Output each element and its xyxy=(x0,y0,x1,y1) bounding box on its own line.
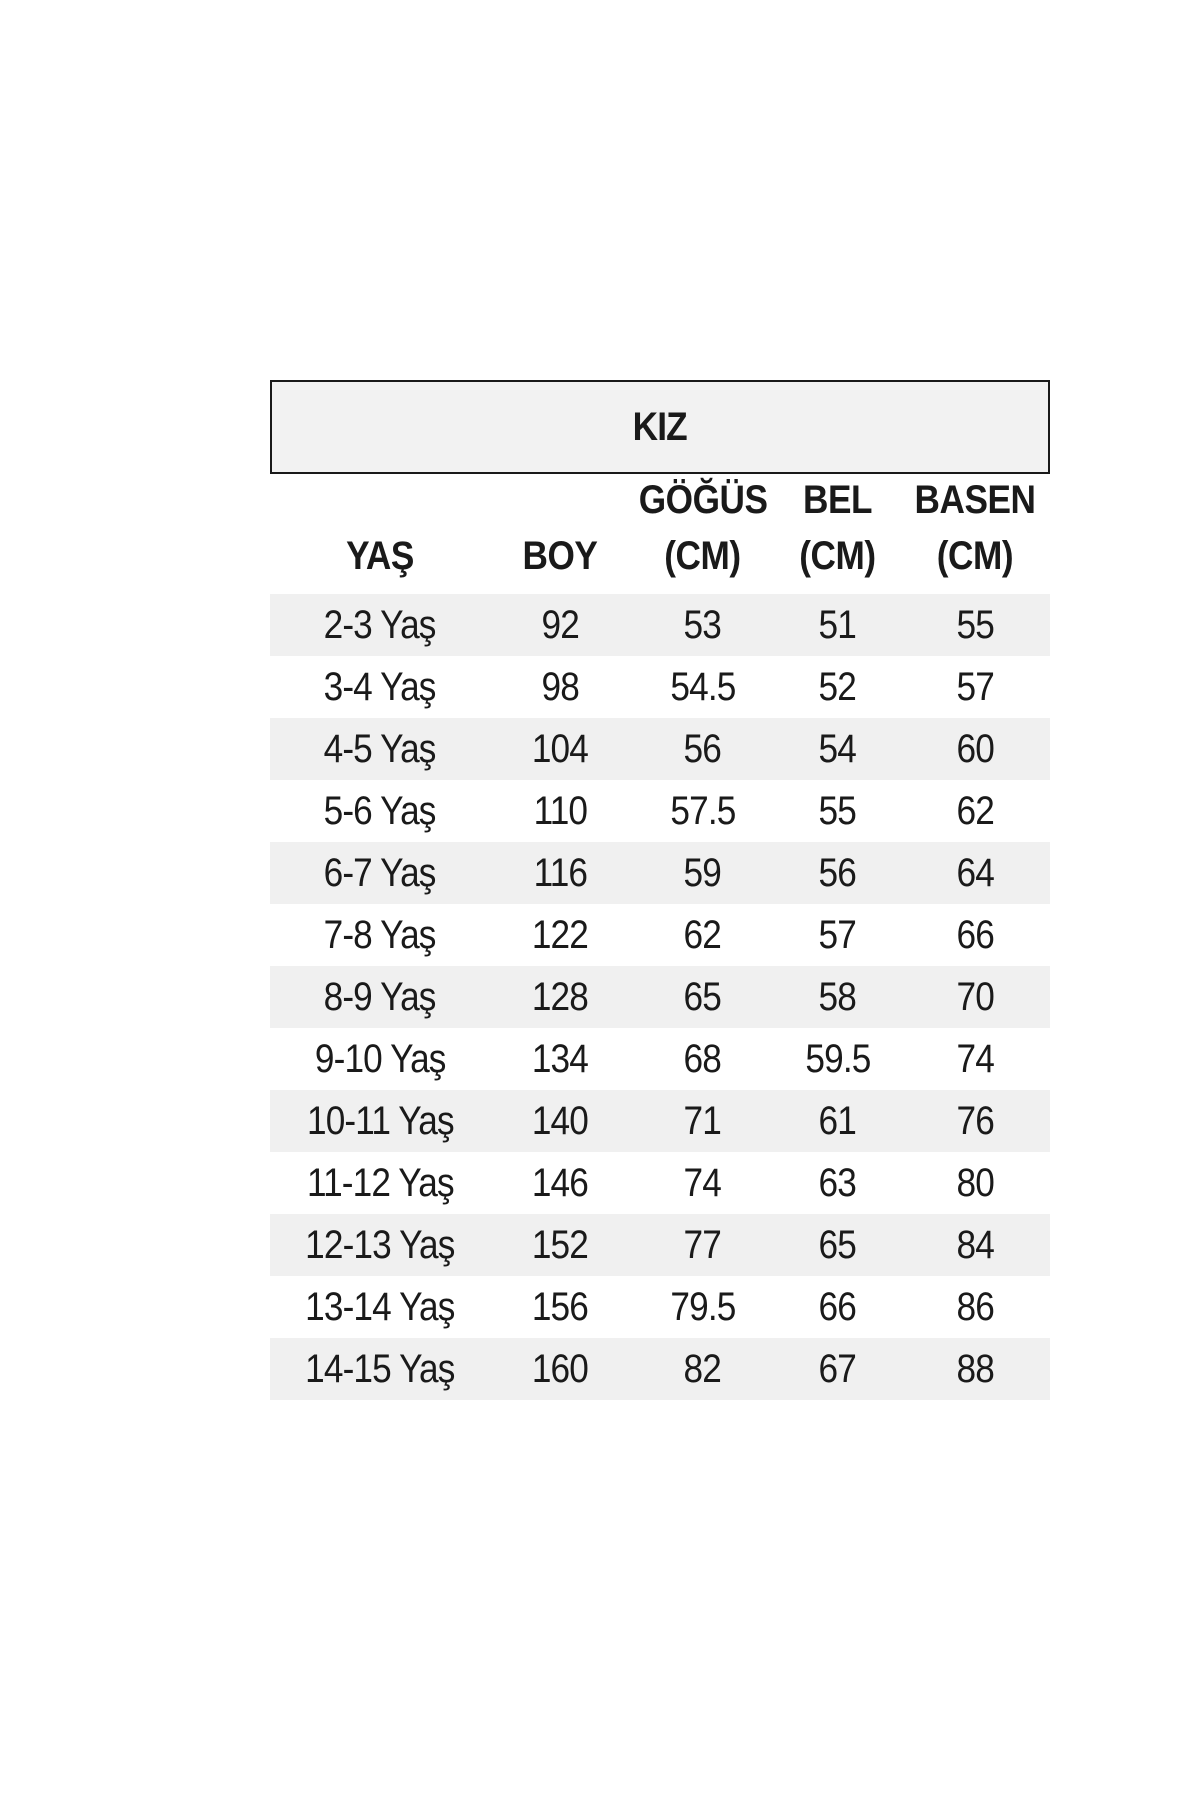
age-cell xyxy=(270,1223,490,1268)
waist-cell xyxy=(775,665,900,710)
table-row xyxy=(270,718,1050,780)
height-cell xyxy=(490,851,630,896)
chest-cell xyxy=(630,727,775,772)
waist-cell xyxy=(775,975,900,1020)
table-row xyxy=(270,1152,1050,1214)
header-waist xyxy=(775,472,900,584)
hip-cell xyxy=(900,851,1050,896)
hip-cell xyxy=(900,1223,1050,1268)
cell-value: 65 xyxy=(818,1222,857,1267)
cell-value: 62 xyxy=(956,788,994,833)
cell-value: 4-5 Yaş xyxy=(324,726,436,771)
height-cell xyxy=(490,1347,630,1392)
cell-value: 71 xyxy=(683,1098,722,1143)
cell-value: 52 xyxy=(818,664,857,709)
height-cell xyxy=(490,665,630,710)
cell-value: 79.5 xyxy=(669,1284,735,1329)
hip-cell xyxy=(900,603,1050,648)
chest-cell xyxy=(630,1099,775,1144)
cell-value: 66 xyxy=(956,912,994,957)
cell-value: 51 xyxy=(818,602,857,647)
table-row xyxy=(270,594,1050,656)
cell-value: 80 xyxy=(956,1160,994,1205)
cell-value: 14-15 Yaş xyxy=(305,1346,455,1391)
column-header-line: YAŞ xyxy=(346,534,414,578)
cell-value: 134 xyxy=(531,1036,589,1081)
cell-value: 68 xyxy=(683,1036,722,1081)
cell-value: 146 xyxy=(531,1160,589,1205)
cell-value: 116 xyxy=(533,850,587,895)
age-cell xyxy=(270,913,490,958)
cell-value: 8-9 Yaş xyxy=(324,974,436,1019)
cell-value: 55 xyxy=(818,788,857,833)
cell-value: 59.5 xyxy=(804,1036,870,1081)
cell-value: 12-13 Yaş xyxy=(305,1222,455,1267)
cell-value: 88 xyxy=(956,1346,994,1391)
cell-value: 128 xyxy=(531,974,589,1019)
age-cell xyxy=(270,1285,490,1330)
cell-value: 77 xyxy=(683,1222,722,1267)
cell-value: 54 xyxy=(818,726,857,771)
cell-value: 56 xyxy=(683,726,722,771)
age-cell xyxy=(270,665,490,710)
cell-value: 82 xyxy=(683,1346,722,1391)
cell-value: 10-11 Yaş xyxy=(306,1098,454,1143)
waist-cell xyxy=(775,851,900,896)
cell-value: 5-6 Yaş xyxy=(324,788,436,833)
waist-cell xyxy=(775,1161,900,1206)
cell-value: 65 xyxy=(683,974,722,1019)
table-row xyxy=(270,1276,1050,1338)
cell-value: 63 xyxy=(818,1160,857,1205)
column-header-line: (CM) xyxy=(664,534,741,578)
chest-cell xyxy=(630,851,775,896)
column-header-line: (CM) xyxy=(936,534,1014,578)
cell-value: 62 xyxy=(683,912,722,957)
age-cell xyxy=(270,1037,490,1082)
height-cell xyxy=(490,913,630,958)
size-chart xyxy=(270,380,1050,1400)
cell-value: 3-4 Yaş xyxy=(324,664,436,709)
chest-cell xyxy=(630,665,775,710)
hip-cell xyxy=(900,789,1050,834)
column-header-line: BEL xyxy=(802,478,873,522)
header-height xyxy=(490,528,630,584)
hip-cell xyxy=(900,975,1050,1020)
waist-cell xyxy=(775,1347,900,1392)
cell-value: 84 xyxy=(956,1222,994,1267)
table-row xyxy=(270,842,1050,904)
cell-value: 92 xyxy=(541,602,579,647)
waist-cell xyxy=(775,1037,900,1082)
table-row xyxy=(270,966,1050,1028)
waist-cell xyxy=(775,1099,900,1144)
table-row xyxy=(270,656,1050,718)
waist-cell xyxy=(775,913,900,958)
cell-value: 57.5 xyxy=(669,788,735,833)
age-cell xyxy=(270,851,490,896)
waist-cell xyxy=(775,603,900,648)
table-row xyxy=(270,1214,1050,1276)
chest-cell xyxy=(630,789,775,834)
chest-cell xyxy=(630,1037,775,1082)
cell-value: 57 xyxy=(956,664,994,709)
age-cell xyxy=(270,1161,490,1206)
cell-value: 59 xyxy=(683,850,722,895)
column-header-line: BOY xyxy=(522,534,598,578)
hip-cell xyxy=(900,1347,1050,1392)
cell-value: 67 xyxy=(818,1346,857,1391)
age-cell xyxy=(270,603,490,648)
cell-value: 55 xyxy=(956,602,994,647)
header-chest xyxy=(630,472,775,584)
column-header-line: (CM) xyxy=(799,534,876,578)
hip-cell xyxy=(900,1037,1050,1082)
cell-value: 140 xyxy=(531,1098,589,1143)
cell-value: 13-14 Yaş xyxy=(305,1284,455,1329)
cell-value: 61 xyxy=(818,1098,857,1143)
height-cell xyxy=(490,1285,630,1330)
column-header-line: BASEN xyxy=(914,478,1036,522)
waist-cell xyxy=(775,789,900,834)
cell-value: 74 xyxy=(956,1036,994,1081)
age-cell xyxy=(270,789,490,834)
chest-cell xyxy=(630,603,775,648)
hip-cell xyxy=(900,913,1050,958)
cell-value: 56 xyxy=(818,850,857,895)
chest-cell xyxy=(630,1285,775,1330)
cell-value: 64 xyxy=(956,850,994,895)
cell-value: 9-10 Yaş xyxy=(314,1036,446,1081)
cell-value: 6-7 Yaş xyxy=(324,850,436,895)
chest-cell xyxy=(630,1223,775,1268)
table-row xyxy=(270,780,1050,842)
height-cell xyxy=(490,1099,630,1144)
cell-value: 86 xyxy=(956,1284,994,1329)
cell-value: 53 xyxy=(683,602,722,647)
header-hip xyxy=(900,472,1050,584)
height-cell xyxy=(490,975,630,1020)
cell-value: 110 xyxy=(533,788,587,833)
cell-value: 66 xyxy=(818,1284,857,1329)
chest-cell xyxy=(630,1347,775,1392)
chest-cell xyxy=(630,913,775,958)
waist-cell xyxy=(775,1285,900,1330)
cell-value: 76 xyxy=(956,1098,994,1143)
table-row xyxy=(270,1028,1050,1090)
chest-cell xyxy=(630,975,775,1020)
cell-value: 11-12 Yaş xyxy=(306,1160,454,1205)
waist-cell xyxy=(775,1223,900,1268)
cell-value: 58 xyxy=(818,974,857,1019)
cell-value: 2-3 Yaş xyxy=(324,602,436,647)
cell-value: 74 xyxy=(683,1160,722,1205)
age-cell xyxy=(270,727,490,772)
table-row xyxy=(270,1338,1050,1400)
age-cell xyxy=(270,975,490,1020)
height-cell xyxy=(490,1037,630,1082)
table-header-row xyxy=(270,474,1050,594)
table-row xyxy=(270,904,1050,966)
cell-value: 7-8 Yaş xyxy=(324,912,436,957)
chart-title: KIZ xyxy=(632,404,688,449)
hip-cell xyxy=(900,727,1050,772)
cell-value: 152 xyxy=(531,1222,589,1267)
cell-value: 98 xyxy=(541,664,579,709)
cell-value: 54.5 xyxy=(669,664,735,709)
table-row xyxy=(270,1090,1050,1152)
hip-cell xyxy=(900,1099,1050,1144)
height-cell xyxy=(490,727,630,772)
cell-value: 160 xyxy=(531,1346,589,1391)
age-cell xyxy=(270,1347,490,1392)
height-cell xyxy=(490,1223,630,1268)
hip-cell xyxy=(900,665,1050,710)
column-header-line: GÖĞÜS xyxy=(638,478,768,522)
height-cell xyxy=(490,1161,630,1206)
height-cell xyxy=(490,789,630,834)
age-cell xyxy=(270,1099,490,1144)
chest-cell xyxy=(630,1161,775,1206)
chart-title-box xyxy=(270,380,1050,474)
cell-value: 60 xyxy=(956,726,994,771)
cell-value: 70 xyxy=(956,974,994,1019)
cell-value: 156 xyxy=(531,1284,589,1329)
header-age xyxy=(270,528,490,584)
waist-cell xyxy=(775,727,900,772)
cell-value: 122 xyxy=(531,912,589,957)
hip-cell xyxy=(900,1285,1050,1330)
hip-cell xyxy=(900,1161,1050,1206)
cell-value: 57 xyxy=(818,912,857,957)
cell-value: 104 xyxy=(531,726,589,771)
height-cell xyxy=(490,603,630,648)
table-body xyxy=(270,594,1050,1400)
